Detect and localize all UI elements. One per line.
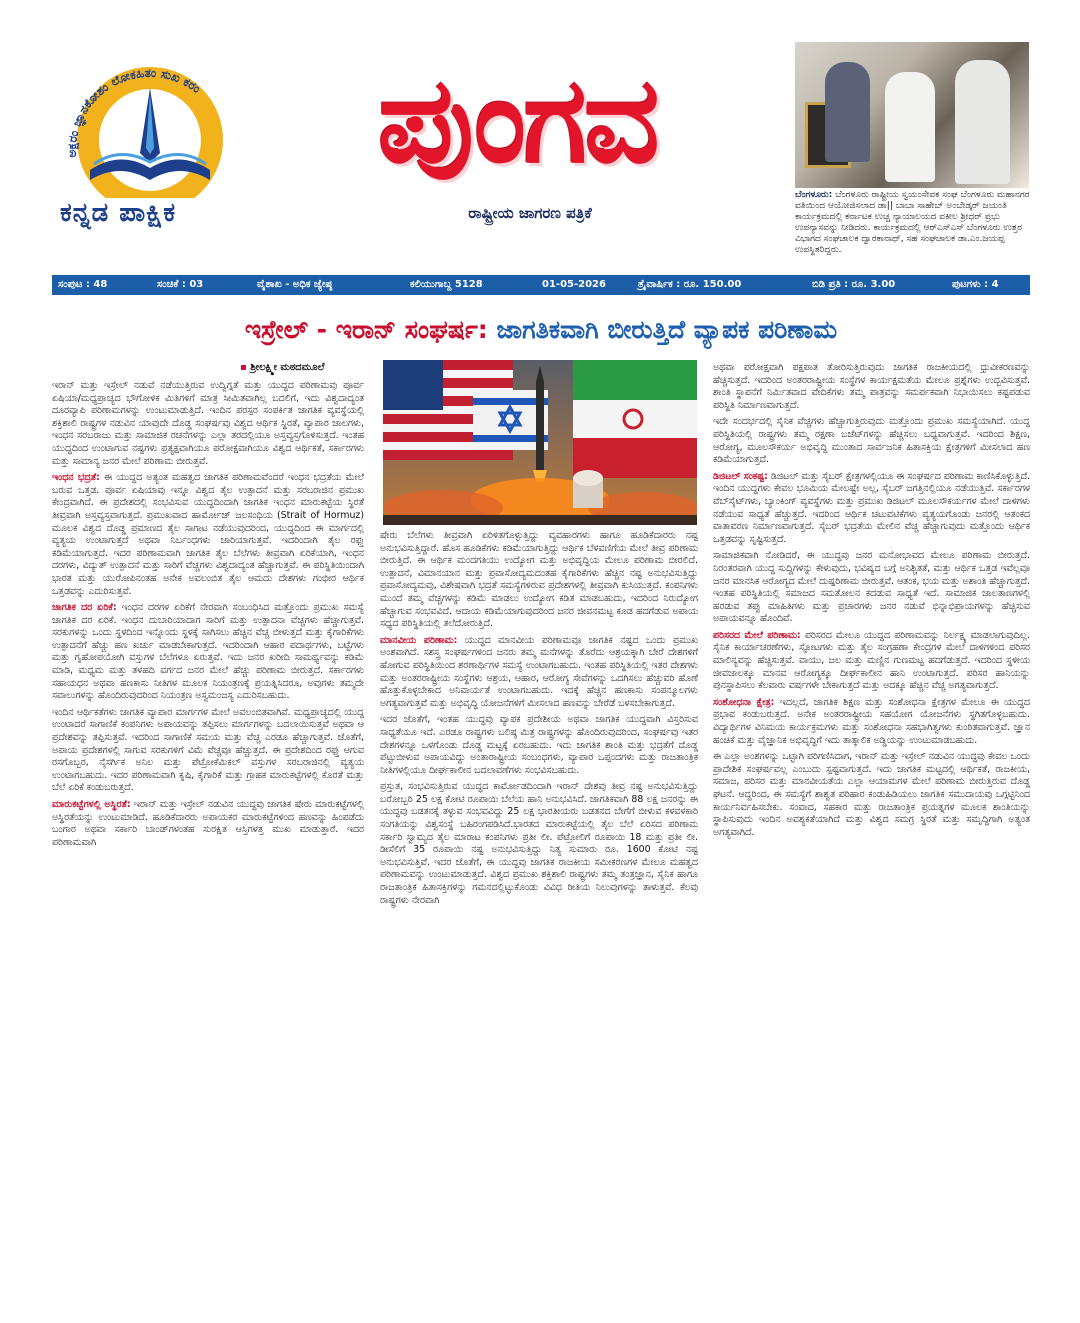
person-figure-shape [955, 60, 1010, 184]
issue-label: ಸಂಚಿಕೆ : 03 [157, 279, 204, 290]
section-heading: ಡಿಜಿಟಲ್ ಸಂಕಷ್ಟ: [713, 470, 768, 482]
paragraph [713, 697, 1030, 747]
paragraph: ಪ್ರಸ್ತುತ, ಸಂಭವಿಸುತ್ತಿರುವ ಯುದ್ಧದ ಕಾರ್ಮೋಡದಿಂದಾಗಿ ಇರಾನ್ ದೇಶವು ತೀವ್ರ ನಷ್ಟ ಅನುಭವಿಸುತ್ತಿದ್ದು ಬರೋಬ್ಬರಿ 25 ಲಕ್ಷ ಕೋಟಿ ರೂಪಾಯಿ ಬೆಲೆಯ ಹಾನಿ ಅನುಭವಿಸಿದೆ. ಜಾಗತಿಕವಾಗಿ 88 ಲಕ್ಷ ಜನರನ್ನು ಈ ಯುದ್ಧವು ಬಡತನಕ್ಕೆ ತಳ್ಳುವ ಸಂಭವವಿದ್ದು 25 ಲಕ್ಷ ಭಾರತೀಯರು ಬಡತನದ ಬೇಗೆಗೆ ಬೀಳುವ ಕಳವಳಕಾರಿ ಸಂಗತಿಯನ್ನು ವಿಶ್ವಸಂಸ್ಥೆ ಬಹಿರಂಗಪಡಿಸಿದೆ.ಭಾರತದ ಮಾರುಕಟ್ಟೆಯಲ್ಲಿ ತೈಲ ಬೆಲೆ ಏರಿಸದ ಪರಿಣಾಮ ಸರ್ಕಾರಿ ಸ್ವಾಮ್ಯದ ತೈಲ ಮಾರಾಟ ಕಂಪನಿಗಳು ಪ್ರತೀ ಲೀ. ಪೆಟ್ರೋಲಿಗೆ ರೂಪಾಯಿ 18 ಮತ್ತು ಪ್ರತೀ ಲೀ. ಡೀಸೆಲಿಗೆ 35 ರೂಪಾಯಿ ನಷ್ಟ ಅನುಭವಿಸುತ್ತಿದ್ದು ನಿತ್ಯ ಸುಮಾರು ರೂ. 1600 ಕೋಟಿ ನಷ್ಟ ಅನುಭವಿಸುತ್ತಿವೆ. ಇದರ ಜೊತೆಗೆ, ಈ ಯುದ್ಧವು ಜಾಗತಿಕ ರಾಜಕೀಯ ಸಮೀಕರಣಗಳ ಮೇಲೂ ಮಹತ್ವದ ಪರಿಣಾಮವನ್ನು ಉಂಟುಮಾಡುತ್ತದೆ. ವಿಶ್ವದ ಪ್ರಮುಖ ಶಕ್ತಿಶಾಲಿ ರಾಷ್ಟ್ರಗಳು ತಮ್ಮ ತಂತ್ರಜ್ಞಾನ, ಸೈನಿಕ ಹಾಗೂ ರಾಜತಾಂತ್ರಿಕ ಹಿತಾಸಕ್ತಿಗಳನ್ನು ಗಮನದಲ್ಲಿಟ್ಟುಕೊಂಡು ವಿವಿಧ ರೀತಿಯ ನಿಲುವುಗಳನ್ನು ತಾಳುತ್ತವೆ. ಕೆಲವು ರಾಷ್ಟ್ರಗಳು ನೇರವಾಗಿ [380, 781, 698, 906]
person-figure-shape [885, 72, 935, 182]
article-column-2 [380, 530, 698, 1265]
volume-label: ಸಂಪುಟ : 48 [58, 279, 108, 290]
section-text: ಇದಲ್ಲದೆ, ಜಾಗತಿಕ ಶಿಕ್ಷಣ ಮತ್ತು ಸಂಶೋಧನಾ ಕ್ಷೇತ್ರಗಳ ಮೇಲೂ ಈ ಯುದ್ಧದ ಪ್ರಭಾವ ಕಂಡುಬರುತ್ತದೆ. ಅನೇಕ ಅಂತರರಾಷ್ಟ್ರೀಯ ಸಹಯೋಗ ಯೋಜನೆಗಳು ಸ್ಥಗಿತಗೊಳ್ಳಬಹುದು. ವಿದ್ಯಾರ್ಥಿಗಳ ವಿನಿಮಯ ಕಾರ್ಯಕ್ರಮಗಳು ಮತ್ತು ಸಂಶೋಧನಾ ಸಹಭಾಗಿತ್ವಗಳು ಕುಂಠಿತವಾಗುತ್ತವೆ. ಜ್ಞಾನ ಹಂಚಿಕೆ ಮತ್ತು ವೈಜ್ಞಾನಿಕ ಅಭಿವೃದ್ಧಿಗೆ ಇದು ತಾತ್ಕಾಲಿಕ ಅಡ್ಡಿಯನ್ನು ಉಂಟುಮಾಡಬಹುದು. [713, 696, 1030, 746]
section-heading: ಜಾಗತಿಕ ದರ ಏರಿಕೆ: [52, 602, 117, 614]
paragraph: ಸಾಮಾಜಿಕವಾಗಿ ನೋಡಿದರೆ, ಈ ಯುದ್ಧವು ಜನರ ಮನೋಭಾವದ ಮೇಲೂ ಪರಿಣಾಮ ಬೀರುತ್ತದೆ. ನಿರಂತರವಾಗಿ ಯುದ್ಧ ಸುದ್ದಿಗಳನ್ನು ಕೇಳುವುದು, ಭವಿಷ್ಯದ ಬಗ್ಗೆ ಅನಿಶ್ಚಿತತೆ, ಮತ್ತು ಆರ್ಥಿಕ ಒತ್ತಡ ಇವೆಲ್ಲವೂ ಜನರ ಮಾನಸಿಕ ಆರೋಗ್ಯದ ಮೇಲೆ ದುಷ್ಪರಿಣಾಮ ಬೀರುತ್ತವೆ. ಆತಂಕ, ಭಯ ಮತ್ತು ಅಶಾಂತಿ ಹೆಚ್ಚಾಗುತ್ತದೆ. ಇಂತಹ ಪರಿಸ್ಥಿತಿಯಲ್ಲಿ ಸಮಾಜದ ಸಮತೋಲನ ಕದಡುವ ಸಾಧ್ಯತೆ ಇದೆ. ಸಾಮಾಜಿಕ ಜಾಲತಾಣಗಳಲ್ಲಿ ಹರಡುವ ತಪ್ಪು ಮಾಹಿತಿಗಳು ಮತ್ತು ಪ್ರಚಾರಗಳು ಜನರ ನಡುವೆ ಭಿನ್ನಾಭಿಪ್ರಾಯಗಳನ್ನು ಹೆಚ್ಚಿಸುವ ಅಪಾಯವನ್ನೂ ಹೊಂದಿವೆ. [713, 550, 1030, 625]
section-text: ಇರಾನ್ ಮತ್ತು ಇಸ್ರೇಲ್ ನಡುವಿನ ಯುದ್ಧವು ಜಾಗತಿಕ ಷೇರು ಮಾರುಕಟ್ಟೆಗಳಲ್ಲಿ ಅಸ್ಥಿರತೆಯನ್ನು ಉಂಟುಮಾಡಿದೆ. ಹೂಡಿಕೆದಾರರು ಅಪಾಯಕರ ಮಾರುಕಟ್ಟೆಗಳಿಂದ ಹಣವನ್ನು ಹಿಂಪಡೆದು ಬಂಗಾರ ಅಥವಾ ಸರ್ಕಾರಿ ಬಾಂಡ್‌ಗಳಂತಹ ಸುರಕ್ಷಿತ ಆಸ್ತಿಗಳತ್ತ ಮುಖ ಮಾಡುತ್ತಾರೆ. ಇದರ ಪರಿಣಾಮವಾಗಿ [52, 799, 364, 848]
paragraph [52, 472, 364, 598]
article-column-3 [713, 362, 1030, 1262]
event-photo [795, 42, 1029, 188]
paragraph: ಇದೇ ಸಂದರ್ಭದಲ್ಲಿ ಸೈನಿಕ ವೆಚ್ಚಗಳು ಹೆಚ್ಚಾಗುತ್ತಿರುವುದು ಮತ್ತೊಂದು ಪ್ರಮುಖ ಸಮಸ್ಯೆಯಾಗಿದೆ. ಯುದ್ಧ ಪರಿಸ್ಥಿತಿಯಲ್ಲಿ ರಾಷ್ಟ್ರಗಳು ತಮ್ಮ ರಕ್ಷಣಾ ಬಜೆಟ್‌ಗಳನ್ನು ಹೆಚ್ಚಿಸಲು ಬಧ್ಯವಾಗುತ್ತವೆ. ಇದರಿಂದ ಶಿಕ್ಷಣ, ಆರೋಗ್ಯ, ಮೂಲಸೌಕರ್ಯ ಅಭಿವೃದ್ಧಿ ಮುಂತಾದ ಸಾರ್ವಜನಿಕ ಹಿತಾಸಕ್ತಿಯ ಕ್ಷೇತ್ರಗಳಿಗೆ ಮೀಸಲಾದ ಹಣ ಕಡಿಮೆಯಾಗುತ್ತದೆ. [713, 416, 1030, 466]
subscription-label: ತ್ರೈವಾರ್ಷಿಕ : ರೂ. 150.00 [638, 279, 742, 290]
section-text: ಪರಿಸರದ ಮೇಲೂ ಯುದ್ಧದ ಪರಿಣಾಮವನ್ನು ನಿರ್ಲಕ್ಷ್ಯ ಮಾಡಲಾಗುವುದಿಲ್ಲ. ಸೈನಿಕ ಕಾರ್ಯಾಚರಣೆಗಳು, ಸ್ಫೋಟಗಳು ಮತ್ತು ತೈಲ ಸಂಗ್ರಹಣಾ ಕೇಂದ್ರಗಳ ಮೇಲೆ ದಾಳಿಗಳಿಂದ ಪರಿಸರ ಮಾಲಿನ್ಯವನ್ನು ಹೆಚ್ಚಿಸುತ್ತವೆ. ವಾಯು, ಜಲ ಮತ್ತು ಮಣ್ಣಿನ ಗುಣಮಟ್ಟ ಹದಗೆಡುತ್ತದೆ. ಇದರಿಂದ ಸ್ಥಳೀಯ ಜೀವಜಾಲಕ್ಕೂ ಮಾನವ ಆರೋಗ್ಯಕ್ಕೂ ದೀರ್ಘಕಾಲೀನ ಹಾನಿ ಉಂಟಾಗುತ್ತದೆ. ಪರಿಸರ ಹಾನಿಯನ್ನು ಪುನಸ್ಥಾಪಿಸಲು ಕೆಲವಾರು ವರ್ಷಗಳೇ ಬೇಕಾಗುತ್ತದೆ ಮತ್ತು ಅದಕ್ಕೂ ಹೆಚ್ಚಿನ ವೆಚ್ಚ ಅಗತ್ಯವಾಗುತ್ತದೆ. [713, 629, 1030, 692]
headline-part-2: ಜಾಗತಿಕವಾಗಿ ಬೀರುತ್ತಿದೆ ವ್ಯಾಪಕ ಪರಿಣಾಮ [487, 315, 838, 344]
conflict-illustration [383, 360, 697, 525]
byline: ▪ ಶ್ರೀಲಕ್ಷ್ಮೀ ಮಠದಮೂಲೆ [240, 362, 325, 373]
section-heading: ಇಂಧನ ಭದ್ರತೆ: [52, 472, 100, 484]
flags-missile-illustration-icon [383, 360, 697, 525]
section-text: ಡಿಜಿಟಲ್ ಮತ್ತು ಸೈಬರ್ ಕ್ಷೇತ್ರಗಳಲ್ಲಿಯೂ ಈ ಸಂಘರ್ಷದ ಪರಿಣಾಮ ಕಾಣಿಸಿಕೊಳ್ಳುತ್ತಿದೆ. ಇಂದಿನ ಯುದ್ಧಗಳು ಕೇವಲ ಭೂಮಿಯ ಮೇಲಷ್ಟೇ ಅಲ್ಲ, ಸೈಬರ್ ಜಗತ್ತಿನಲ್ಲಿಯೂ ನಡೆಯುತ್ತಿವೆ. ಸರ್ಕಾರಗಳ ವೆಬ್‌ಸೈಟ್‌ಗಳು, ಬ್ಯಾಂಕಿಂಗ್ ವ್ಯವಸ್ಥೆಗಳು ಮತ್ತು ಪ್ರಮುಖ ಡಿಜಿಟಲ್ ಮೂಲಸೌಕರ್ಯಗಳ ಮೇಲೆ ದಾಳಿಗಳು ನಡೆಯುವ ಸಾಧ್ಯತೆ ಹೆಚ್ಚುತ್ತದೆ. ಇದರಿಂದ ಆರ್ಥಿಕ ಚಟುವಟಿಕೆಗಳು ವ್ಯತ್ಯಯಗೊಂಡು ಜನರಲ್ಲಿ ಆತಂಕದ ವಾತಾವರಣ ನಿರ್ಮಾಣವಾಗುತ್ತದೆ. ಸೈಬರ್ ಭದ್ರತೆಯ ಮೇಲಿನ ವೆಚ್ಚ ಹೆಚ್ಚಾಗುವುದು ಮತ್ತೊಂದು ಆರ್ಥಿಕ ಒತ್ತಡವನ್ನು ಸೃಷ್ಟಿಸುತ್ತದೆ. [713, 470, 1030, 545]
section-heading: ಪರಿಸರದ ಮೇಲೆ ಪರಿಣಾಮ: [713, 629, 801, 641]
paragraph: ಈ ಎಲ್ಲಾ ಅಂಶಗಳನ್ನು ಒಟ್ಟಾಗಿ ಪರಿಗಣಿಸಿದಾಗ, ಇರಾನ್ ಮತ್ತು ಇಸ್ರೇಲ್ ನಡುವಿನ ಯುದ್ಧವು ಕೇವಲ ಒಂದು ಪ್ರಾದೇಶಿಕ ಸಂಘರ್ಷವಲ್ಲ ಎಂಬುದು ಸ್ಪಷ್ಟವಾಗುತ್ತದೆ. ಇದು ಜಾಗತಿಕ ಮಟ್ಟದಲ್ಲಿ ಆರ್ಥಿಕತೆ, ರಾಜಕೀಯ, ಸಮಾಜ, ಪರಿಸರ ಮತ್ತು ಮಾನವೀಯತೆಯ ಎಲ್ಲಾ ಆಯಾಮಗಳ ಮೇಲೆ ಪರಿಣಾಮ ಬೀರುತ್ತಿರುವ ದೊಡ್ಡ ಘಟನೆ. ಆದ್ದರಿಂದ, ಈ ಸಮಸ್ಯೆಗೆ ಶಾಶ್ವತ ಪರಿಹಾರ ಕಂಡುಹಿಡಿಯಲು ಜಾಗತಿಕ ಸಮುದಾಯವು ಒಗ್ಗಟ್ಟಿನಿಂದ ಕಾರ್ಯನಿರ್ವಹಿಸಬೇಕು. ಸಂವಾದ, ಸಹಕಾರ ಮತ್ತು ರಾಜತಾಂತ್ರಿಕ ಪ್ರಯತ್ನಗಳ ಮೂಲಕ ಶಾಂತಿಯನ್ನು ಸ್ಥಾಪಿಸುವುದು ಇಂದಿನ ಅವಶ್ಯಕತೆಯಾಗಿದೆ ಮತ್ತು ವಿಶ್ವದ ಸಮಗ್ರ ಸ್ಥಿರತೆ ಮತ್ತು ಸಮೃದ್ಧಿಗಾಗಿ ಅತ್ಯಂತ ಅಗತ್ಯವಾಗಿದೆ. [713, 751, 1030, 838]
section-text: ಯುದ್ಧದ ಮಾನವೀಯ ಪರಿಣಾಮವೂ ಜಾಗತಿಕ ನಷ್ಟದ ಒಂದು ಪ್ರಮುಖ ಅಂಶವಾಗಿದೆ. ಸಶಸ್ತ್ರ ಸಂಘರ್ಷಗಳಿಂದ ಜನರು ತಮ್ಮ ಮನೆಗಳನ್ನು ತೊರೆದು ಆಶ್ರಯಕ್ಕಾಗಿ ಬೇರೆ ದೇಶಗಳಿಗೆ ಹೋಗುವ ಪರಿಸ್ಥಿತಿಯಿಂದ ಶರಣಾರ್ಥಿಗಳ ಸಮಸ್ಯೆ ಉಂಟಾಗಬಹುದು. ಇಂತಹ ಪರಿಸ್ಥಿತಿಯಲ್ಲಿ ಇತರ ದೇಶಗಳು ಮತ್ತು ಅಂತರರಾಷ್ಟ್ರೀಯ ಸಂಸ್ಥೆಗಳು ಆಶ್ರಯ, ಆಹಾರ, ಆರೋಗ್ಯ ಸೇವೆಗಳನ್ನು ಒದಗಿಸಲು ಹೆಚ್ಚುವರಿ ಹೊಣೆ ಹೊತ್ತುಕೊಳ್ಳಬೇಕಾದ ಅನಿವಾರ್ಯತೆ ಉಂಟಾಗಬಹುದು. ಇದಕ್ಕೆ ಹೆಚ್ಚಿನ ಹಣಕಾಸು ಸಂಪನ್ಮೂಲಗಳು ಅಗತ್ಯವಾಗುತ್ತವೆ ಮತ್ತು ಅಭಿವೃದ್ಧಿ ಯೋಜನೆಗಳಿಗೆ ಮೀಸಲಾದ ಹಣವನ್ನು ಬೇರೆಡೆ ಬಳಸಬೇಕಾಗುತ್ತದೆ. [380, 634, 698, 709]
paragraph [52, 602, 364, 703]
author-name: ಶ್ರೀಲಕ್ಷ್ಮೀ ಮಠದಮೂಲೆ [250, 362, 325, 373]
caption-text: ಬೆಂಗಳೂರು ರಾಷ್ಟ್ರೀಯ ಸ್ವಯಂಸೇವಕ ಸಂಘ ಬೆಂಗಳೂರು ಮಹಾನಗರ ವತಿಯಿಂದ ಆಯೋಜಿಸಲಾದ ಡಾ|| ಬಾಬಾ ಸಾಹೇಬ್ ಅಂಬೇಡ್ಕರ್ ಜಯಂತಿ ಕಾರ್ಯಕ್ರಮದಲ್ಲಿ ಕರ್ನಾಟಕ ಉಚ್ಚ ನ್ಯಾಯಾಲಯದ ವಕೀಲ ಶ್ರೀಧರ್ ಪ್ರಭು ಉಪನ್ಯಾಸವನ್ನು ನೀಡಿದರು. ಕಾರ್ಯಕ್ರಮದಲ್ಲಿ ಆರ್‌ಎಸ್ಎಸ್ ಬೆಂಗಳೂರು ಉತ್ತರ ವಿಭಾಗದ ಸಂಘಚಾಲಕ ದ್ವಾರಕಾನಾಥ್, ಸಹ ಸಂಘಚಾಲಕ ಡಾ.ಎಂ.ಜಯಪ್ಪ ಉಪಸ್ಥಿತರಿದ್ದರು. [795, 190, 1030, 255]
single-copy-label: ಬಿಡಿ ಪ್ರತಿ : ರೂ. 3.00 [812, 279, 896, 290]
paragraph [713, 471, 1030, 547]
logo-ring-text: ಅಕ್ಷರಂ ಜ್ಞಾನಕೋಶಂ ಲೋಕಹಿತಂ ಸುಖ ಕರಂ [64, 65, 204, 158]
section-heading: ಸಂಶೋಧನಾ ಕ್ಷೇತ್ರ: [713, 696, 775, 708]
paragraph [52, 799, 364, 849]
paragraph: ಇದರ ಜೊತೆಗೆ, ಇಂತಹ ಯುದ್ಧವು ವ್ಯಾಪಕ ಪ್ರದೇಶೀಯ ಅಥವಾ ಜಾಗತಿಕ ಯುದ್ಧವಾಗಿ ವಿಸ್ತರಿಸುವ ಸಾಧ್ಯತೆಯೂ ಇದೆ. ಎರಡೂ ರಾಷ್ಟ್ರಗಳು ಬಲಿಷ್ಠ ಮಿತ್ರ ರಾಷ್ಟ್ರಗಳನ್ನು ಹೊಂದಿರುವುದರಿಂದ, ಸಂಘರ್ಷವು ಇತರ ದೇಶಗಳನ್ನೂ ಒಳಗೊಂಡು ದೊಡ್ಡ ಮಟ್ಟಕ್ಕೆ ಏರಬಹುದು. ಇದು ಜಾಗತಿಕ ಶಾಂತಿ ಮತ್ತು ಭದ್ರತೆಗೆ ದೊಡ್ಡ ಪೆಟ್ಟುಬೀಳುವ ಅಪಾಯವಿದ್ದು ಅಂತಾರಾಷ್ಟ್ರೀಯ ಸಂಬಂಧಗಳು, ವ್ಯಾಪಾರ ಒಪ್ಪಂದಗಳು ಮತ್ತು ರಾಜತಾಂತ್ರಿಕ ನೀತಿಗಳಲ್ಲಿಯೂ ದೀರ್ಘಕಾಲೀನ ಬದಲಾವಣೆಗಳು ಸಂಭವಿಸಬಹುದು. [380, 714, 698, 776]
pages-label: ಪುಟಗಳು : 4 [952, 279, 999, 290]
section-heading: ಮಾರುಕಟ್ಟೆಗಳಲ್ಲಿ ಅಸ್ಥಿರತೆ: [52, 799, 131, 810]
headline-part-1: ಇಸ್ರೇಲ್ - ಇರಾನ್ ಸಂಘರ್ಷ: [244, 315, 488, 344]
issue-info-bar [52, 275, 1030, 295]
date-label: 01-05-2026 [542, 279, 606, 290]
section-text: ಇಂಧನ ದರಗಳ ಏರಿಕೆಗೆ ನೇರವಾಗಿ ಸಂಬಂಧಿಸಿದ ಮತ್ತೊಂದು ಪ್ರಮುಖ ಸಮಸ್ಯೆ ಜಾಗತಿಕ ದರ ಏರಿಕೆ. ಇಂಧನ ದುಬಾರಿಯಾದಾಗ ಸಾರಿಗೆ ಮತ್ತು ಉತ್ಪಾದನಾ ವೆಚ್ಚಗಳು ಹೆಚ್ಚಾಗುತ್ತವೆ. ಸರಕುಗಳನ್ನು ಒಂದು ಸ್ಥಳದಿಂದ ಇನ್ನೊಂದು ಸ್ಥಳಕ್ಕೆ ಸಾಗಿಸಲು ಹೆಚ್ಚಿನ ವೆಚ್ಚ ಬೀಳುತ್ತದೆ ಮತ್ತು ಕೈಗಾರಿಕೆಗಳು ಉತ್ಪಾದನೆಗೆ ಹೆಚ್ಚು ಹಣ ಖರ್ಚು ಮಾಡಬೇಕಾಗುತ್ತದೆ. ಇದರಿಂದಾಗಿ ಆಹಾರ ಪದಾರ್ಥಗಳು, ಬಟ್ಟೆಗಳು ಮತ್ತು ಗೃಹೋಪಯೋಗಿ ವಸ್ತುಗಳ ಬೆಲೆಗಳೂ ಏರುತ್ತವೆ. ಇದು ಜನರ ಖರೀದಿ ಸಾಮರ್ಥ್ಯವನ್ನು ಕಡಿಮೆ ಮಾಡಿ, ಮಧ್ಯಮ ಮತ್ತು ತಳಹದಿ ವರ್ಗದ ಜನರ ಮೇಲೆ ಹೆಚ್ಚು ಪರಿಣಾಮ ಬೀರುತ್ತದೆ. ಸರ್ಕಾರಗಳು ಸಹಾಯಧನ ಅಥವಾ ಹಣಕಾಸು ನೀತಿಗಳ ಮೂಲಕ ನಿಯಂತ್ರಣಕ್ಕೆ ಪ್ರಯತ್ನಿಸಿದರೂ, ಅವುಗಳು ತಮ್ಮದೇ ಸವಾಲುಗಳನ್ನು ಹೊಂದಿರುವುದರಿಂದ ನಿಯಂತ್ರಣ ಅಸ್ವಮಂಜಸ್ಯ ಎದುರಿಸಬಹುದು. [52, 602, 364, 702]
person-figure-shape [825, 62, 870, 162]
month-label: ವೈಶಾಖ - ಅಧಿಕ ಜ್ಯೇಷ್ಠ [257, 279, 333, 290]
masthead-subtitle: ರಾಷ್ಟ್ರೀಯ ಜಾಗರಣ ಪತ್ರಿಕೆ [468, 204, 592, 222]
logo-label: ಕನ್ನಡ ಪಾಕ್ಷಿಕ [60, 198, 177, 228]
photo-caption [795, 190, 1035, 256]
book-pen-emblem-icon [50, 58, 250, 198]
masthead-title: ಪುಂಗವ [378, 51, 657, 189]
article-headline [52, 310, 1030, 350]
paragraph: ಅಥವಾ ಪರೋಕ್ಷವಾಗಿ ಪಕ್ಷಪಾತ ತೋರಿಸುತ್ತಿರುವುದು ಜಾಗತಿಕ ರಾಜಕೀಯದಲ್ಲಿ ಧ್ರುವೀಕರಣವನ್ನು ಹೆಚ್ಚಿಸುತ್ತದೆ. ಇದರಿಂದ ಅಂತರರಾಷ್ಟ್ರೀಯ ಸಂಸ್ಥೆಗಳ ಕಾರ್ಯಕ್ಷಮತೆಯ ಮೇಲೂ ಪ್ರಶ್ನೆಗಳು ಉದ್ಭವಿಸುತ್ತವೆ. ಶಾಂತಿ ಸ್ಥಾಪನೆಗೆ ನಿರ್ಮಿತವಾದ ವೇದಿಕೆಗಳು ತಮ್ಮ ಪಾತ್ರವನ್ನು ಸಮರ್ಪಕವಾಗಿ ನಿಭಾಯಿಸಲು ಕಷ್ಟಪಡುವ ಪರಿಸ್ಥಿತಿ ನಿರ್ಮಾಣವಾಗುತ್ತದೆ. [713, 362, 1030, 411]
paragraph: ಇರಾನ್ ಮತ್ತು ಇಸ್ರೇಲ್ ನಡುವೆ ನಡೆಯುತ್ತಿರುವ ಉದ್ವಿಗ್ನತೆ ಮತ್ತು ಯುದ್ಧದ ಪರಿಣಾಮವು ಪೂರ್ವ ಏಷಿಯಾ/ಮಧ್ಯಪ್ರಾಚ್ಯದ ಭೌಗೋಳಿಕ ಮಿತಿಗಳಿಗೆ ಮಾತ್ರ ಸೀಮಿತವಾಗಿಲ್ಲ ಬದಲಿಗೆ, ಇದು ವಿಶ್ವದಾದ್ಯಂತ ದೂರವ್ಯಾಪಿ ಪರಿಣಾಮಗಳನ್ನು ಉಂಟುಮಾಡುತ್ತಿದೆ. ಇಂದಿನ ಪರಸ್ಪರ ಸಂಪರ್ಕಿತ ಜಾಗತಿಕ ವ್ಯವಸ್ಥೆಯಲ್ಲಿ ಶಕ್ತಿಶಾಲಿ ರಾಷ್ಟ್ರಗಳ ನಡುವಿನ ಯಾವುದೇ ದೊಡ್ಡ ಸಂಘರ್ಷವು ವಿಶ್ವದ ಆರ್ಥಿಕ ಸ್ಥಿರತೆ, ವ್ಯಾಪಾರ ಜಾಲಗಳು, ಇಂಧನ ಸರಬರಾಜು ಮತ್ತು ಸಾಮಾಜಿಕ ರಚನೆಗಳನ್ನು ಎಲ್ಲಾ ತರದಲ್ಲಿಯೂ ಅಸ್ತವ್ಯಸ್ತಗೊಳಿಸುತ್ತದೆ. ಇಂತಹ ಯುದ್ಧದಿಂದ ಉಂಟಾಗುವ ನಷ್ಟಗಳು ಪ್ರತ್ಯಕ್ಷವಾಗಿಯೂ ಪರೋಕ್ಷವಾಗಿಯೂ ವಿಶ್ವದ ಆರ್ಥಿಕತೆ, ಸರ್ಕಾರಗಳು ಮತ್ತು ಸಾಮಾನ್ಯ ಜನರ ಮೇಲೆ ಪರಿಣಾಮ ಬೀರುತ್ತವೆ. [52, 380, 364, 467]
caption-lead: ಬೆಂಗಳೂರು: [795, 190, 833, 200]
paragraph [380, 635, 698, 711]
kaliyuga-label: ಕಲಿಯುಗಾಬ್ದ 5128 [410, 279, 483, 290]
paragraph [713, 630, 1030, 693]
paragraph: ಇಂದಿನ ಆರ್ಥಿಕತೆಗಳು ಜಾಗತಿಕ ವ್ಯಾಪಾರ ಮಾರ್ಗಗಳ ಮೇಲೆ ಅವಲಂಬಿತವಾಗಿವೆ. ಮಧ್ಯಪ್ರಾಚ್ಯದಲ್ಲಿ ಯುದ್ಧ ಉಂಟಾದರೆ ಸಾಗಾಣಿಕೆ ಕಂಪನಿಗಳು ಅಪಾಯವನ್ನು ತಪ್ಪಿಸಲು ಮಾರ್ಗಗಳನ್ನು ಬದಲಾಯಿಸುತ್ತವೆ ಅಥವಾ ಆ ಪ್ರದೇಶವನ್ನು ತಪ್ಪಿಸುತ್ತವೆ. ಇದರಿಂದ ಸಾಗಾಣಿಕೆ ಸಮಯ ಮತ್ತು ವೆಚ್ಚ ಎರಡೂ ಹೆಚ್ಚಾಗುತ್ತವೆ. ಜೊತೆಗೆ, ಅಪಾಯ ಪ್ರದೇಶಗಳಲ್ಲಿ ಸಾಗುವ ಸರಕುಗಳಿಗೆ ವಿಮೆ ವೆಚ್ಚವೂ ಹೆಚ್ಚುತ್ತದೆ. ಈ ಪ್ರದೇಶದಿಂದ ರಫ್ತು ಆಗುವ ರಸಗೊಬ್ಬರ, ನೈಸರ್ಗಿಕ ಅನಿಲ ಮತ್ತು ಪೆಟ್ರೋಕೆಮಿಕಲ್ ವಸ್ತುಗಳ ಸರಬರಾಜಿನಲ್ಲಿ ವ್ಯತ್ಯಯ ಉಂಟಾಗಬಹುದು. ಇದರ ಪರಿಣಾಮವಾಗಿ ಕೃಷಿ, ಕೈಗಾರಿಕೆ ಮತ್ತು ಗ್ರಾಹಕ ಮಾರುಕಟ್ಟೆಗಳಲ್ಲಿ ಕೊರತೆ ಮತ್ತು ಬೆಲೆ ಏರಿಕೆ ಕಂಡುಬರುತ್ತದೆ. [52, 706, 364, 794]
article-column-1 [52, 380, 364, 1260]
section-text: ಈ ಯುದ್ಧದ ಅತ್ಯಂತ ಮಹತ್ವದ ಜಾಗತಿಕ ಪರಿಣಾಮವೆಂದರೆ ಇಂಧನ ಭದ್ರತೆಯ ಮೇಲೆ ಬರುವ ಒತ್ತಡ. ಪೂರ್ವ ಏಷಿಯಾವು ಇನ್ನೂ ವಿಶ್ವದ ತೈಲ ಉತ್ಪಾದನೆ ಮತ್ತು ಸರಬರಾಜಿನ ಪ್ರಮುಖ ಕೇಂದ್ರವಾಗಿದೆ. ಈ ಪ್ರದೇಶದಲ್ಲಿ ಸಂಭವಿಸುವ ಯುದ್ಧದಿಂದಾಗಿ ಜಾಗತಿಕ ಇಂಧನ ಮಾರುಕಟ್ಟೆಯ ಸ್ಥಿರತೆ ತೀವ್ರವಾಗಿ ಅಸ್ತವ್ಯಸ್ತವಾಗುತ್ತದೆ. ಪ್ರಮುಖವಾದ ಹಾರ್ಮೋಜ್ ಜಲಸಂಧಿಯ (Strait of Hormuz) ಮೂಲಕ ವಿಶ್ವದ ದೊಡ್ಡ ಪ್ರಮಾಣದ ತೈಲ ಸಾಗಾಟ ನಡೆಯುವುದರಿಂದ, ಯುದ್ಧದಿಂದ ಈ ಮಾರ್ಗದಲ್ಲಿ ವ್ಯತ್ಯಯ ಉಂಟಾಗುತ್ತದೆ ಅಥವಾ ನಿರ್ಬಂಧಗಳು ಜಾರಿಯಾಗುತ್ತವೆ. ಇದರಿಂದಾಗಿ ತೈಲ ರಫ್ತು ಕಡಿಮೆಯಾಗುತ್ತದೆ. ಇದರ ಪರಿಣಾಮವಾಗಿ ಜಾಗತಿಕ ತೈಲ ಬೆಲೆಗಳು ತೀವ್ರವಾಗಿ ಏರಿಕೆಯಾಗಿ, ಇಂಧನ ದರಗಳು, ವಿದ್ಯುತ್ ಉತ್ಪಾದನೆ ಮತ್ತು ಸಾರಿಗೆ ವೆಚ್ಚಗಳು ವಿಶ್ವದಾದ್ಯಂತ ಹೆಚ್ಚಾಗುತ್ತವೆ. ಈ ಪರಿಸ್ಥಿತಿಯಿಂದಾಗಿ ಭಾರತ ಮತ್ತು ಯುರೋಪಿನಂತಹ ಅನೇಕ ಅವಲಂಬಿತ ತೈಲ ಆಮದು ದೇಶಗಳು ಗಂಭೀರ ಆರ್ಥಿಕ ಒತ್ತಡವನ್ನು ಎದುರಿಸುತ್ತವೆ. [52, 472, 364, 597]
section-heading: ಮಾನವೀಯ ಪರಿಣಾಮ: [380, 634, 458, 646]
paragraph: ಷೇರು ಬೆಲೆಗಳು ತೀವ್ರವಾಗಿ ಏರಿಳಿತಗೊಳ್ಳುತ್ತಿದ್ದು ವ್ಯವಹಾರಗಳು ಹಾಗೂ ಹೂಡಿಕೆದಾರರು ನಷ್ಟ ಅನುಭವಿಸುತ್ತಿದ್ದಾರೆ. ಹೊಸ ಹೂಡಿಕೆಗಳು ಕಡಿಮೆಯಾಗುತ್ತಿದ್ದು ಆರ್ಥಿಕ ಬೆಳವಣಿಗೆಯ ಮೇಲೆ ತೀವ್ರ ಪರಿಣಾಮ ಬೀರುತ್ತಿದೆ. ಈ ಆರ್ಥಿಕ ಮಂದಗತಿಯು ಉದ್ಯೋಗ ಮತ್ತು ಅಭಿವೃದ್ಧಿಯ ಮೇಲೂ ಪರಿಣಾಮ ಬೀರಲಿದೆ. ಉತ್ಪಾದನೆ, ವಿಮಾನಯಾನ ಮತ್ತು ಪ್ರವಾಸೋದ್ಯಮದಂತಹ ಕೈಗಾರಿಕೆಗಳು ಹೆಚ್ಚಿನ ನಷ್ಟ ಅನುಭವಿಸುತ್ತಿದ್ದು ಪ್ರವಾಸೋದ್ಯಮವು, ವಿಶೇಷವಾಗಿ ಭದ್ರತೆ ಸಮಸ್ಯೆಗಳಿರುವ ಪ್ರದೇಶಗಳಲ್ಲಿ ತೀವ್ರವಾಗಿ ಕುಸಿಯುತ್ತದೆ. ಕಂಪನಿಗಳು ಮುಂದೆ ತಮ್ಮ ವೆಚ್ಚಗಳನ್ನು ಕಡಿಮೆ ಮಾಡಲು ಉದ್ಯೋಗ ಕಡಿತ ಮಾಡಬಹುದು, ಇದರಿಂದ ನಿರುದ್ಯೋಗ ಹೆಚ್ಚಾಗುವ ಸಂಭವವಿದೆ. ಆದಾಯ ಕಡಿಮೆಯಾಗುವುದರಿಂದ ಜನರ ಜೀವನಮಟ್ಟ ಕೂಡ ಹದಗೆಡುವ ಅಪಾಯ ಸಧ್ಯದ ಪರಿಸ್ಥಿತಿಯಲ್ಲಿ ತಲೆದೋರುತ್ತಿದೆ. [380, 530, 698, 630]
